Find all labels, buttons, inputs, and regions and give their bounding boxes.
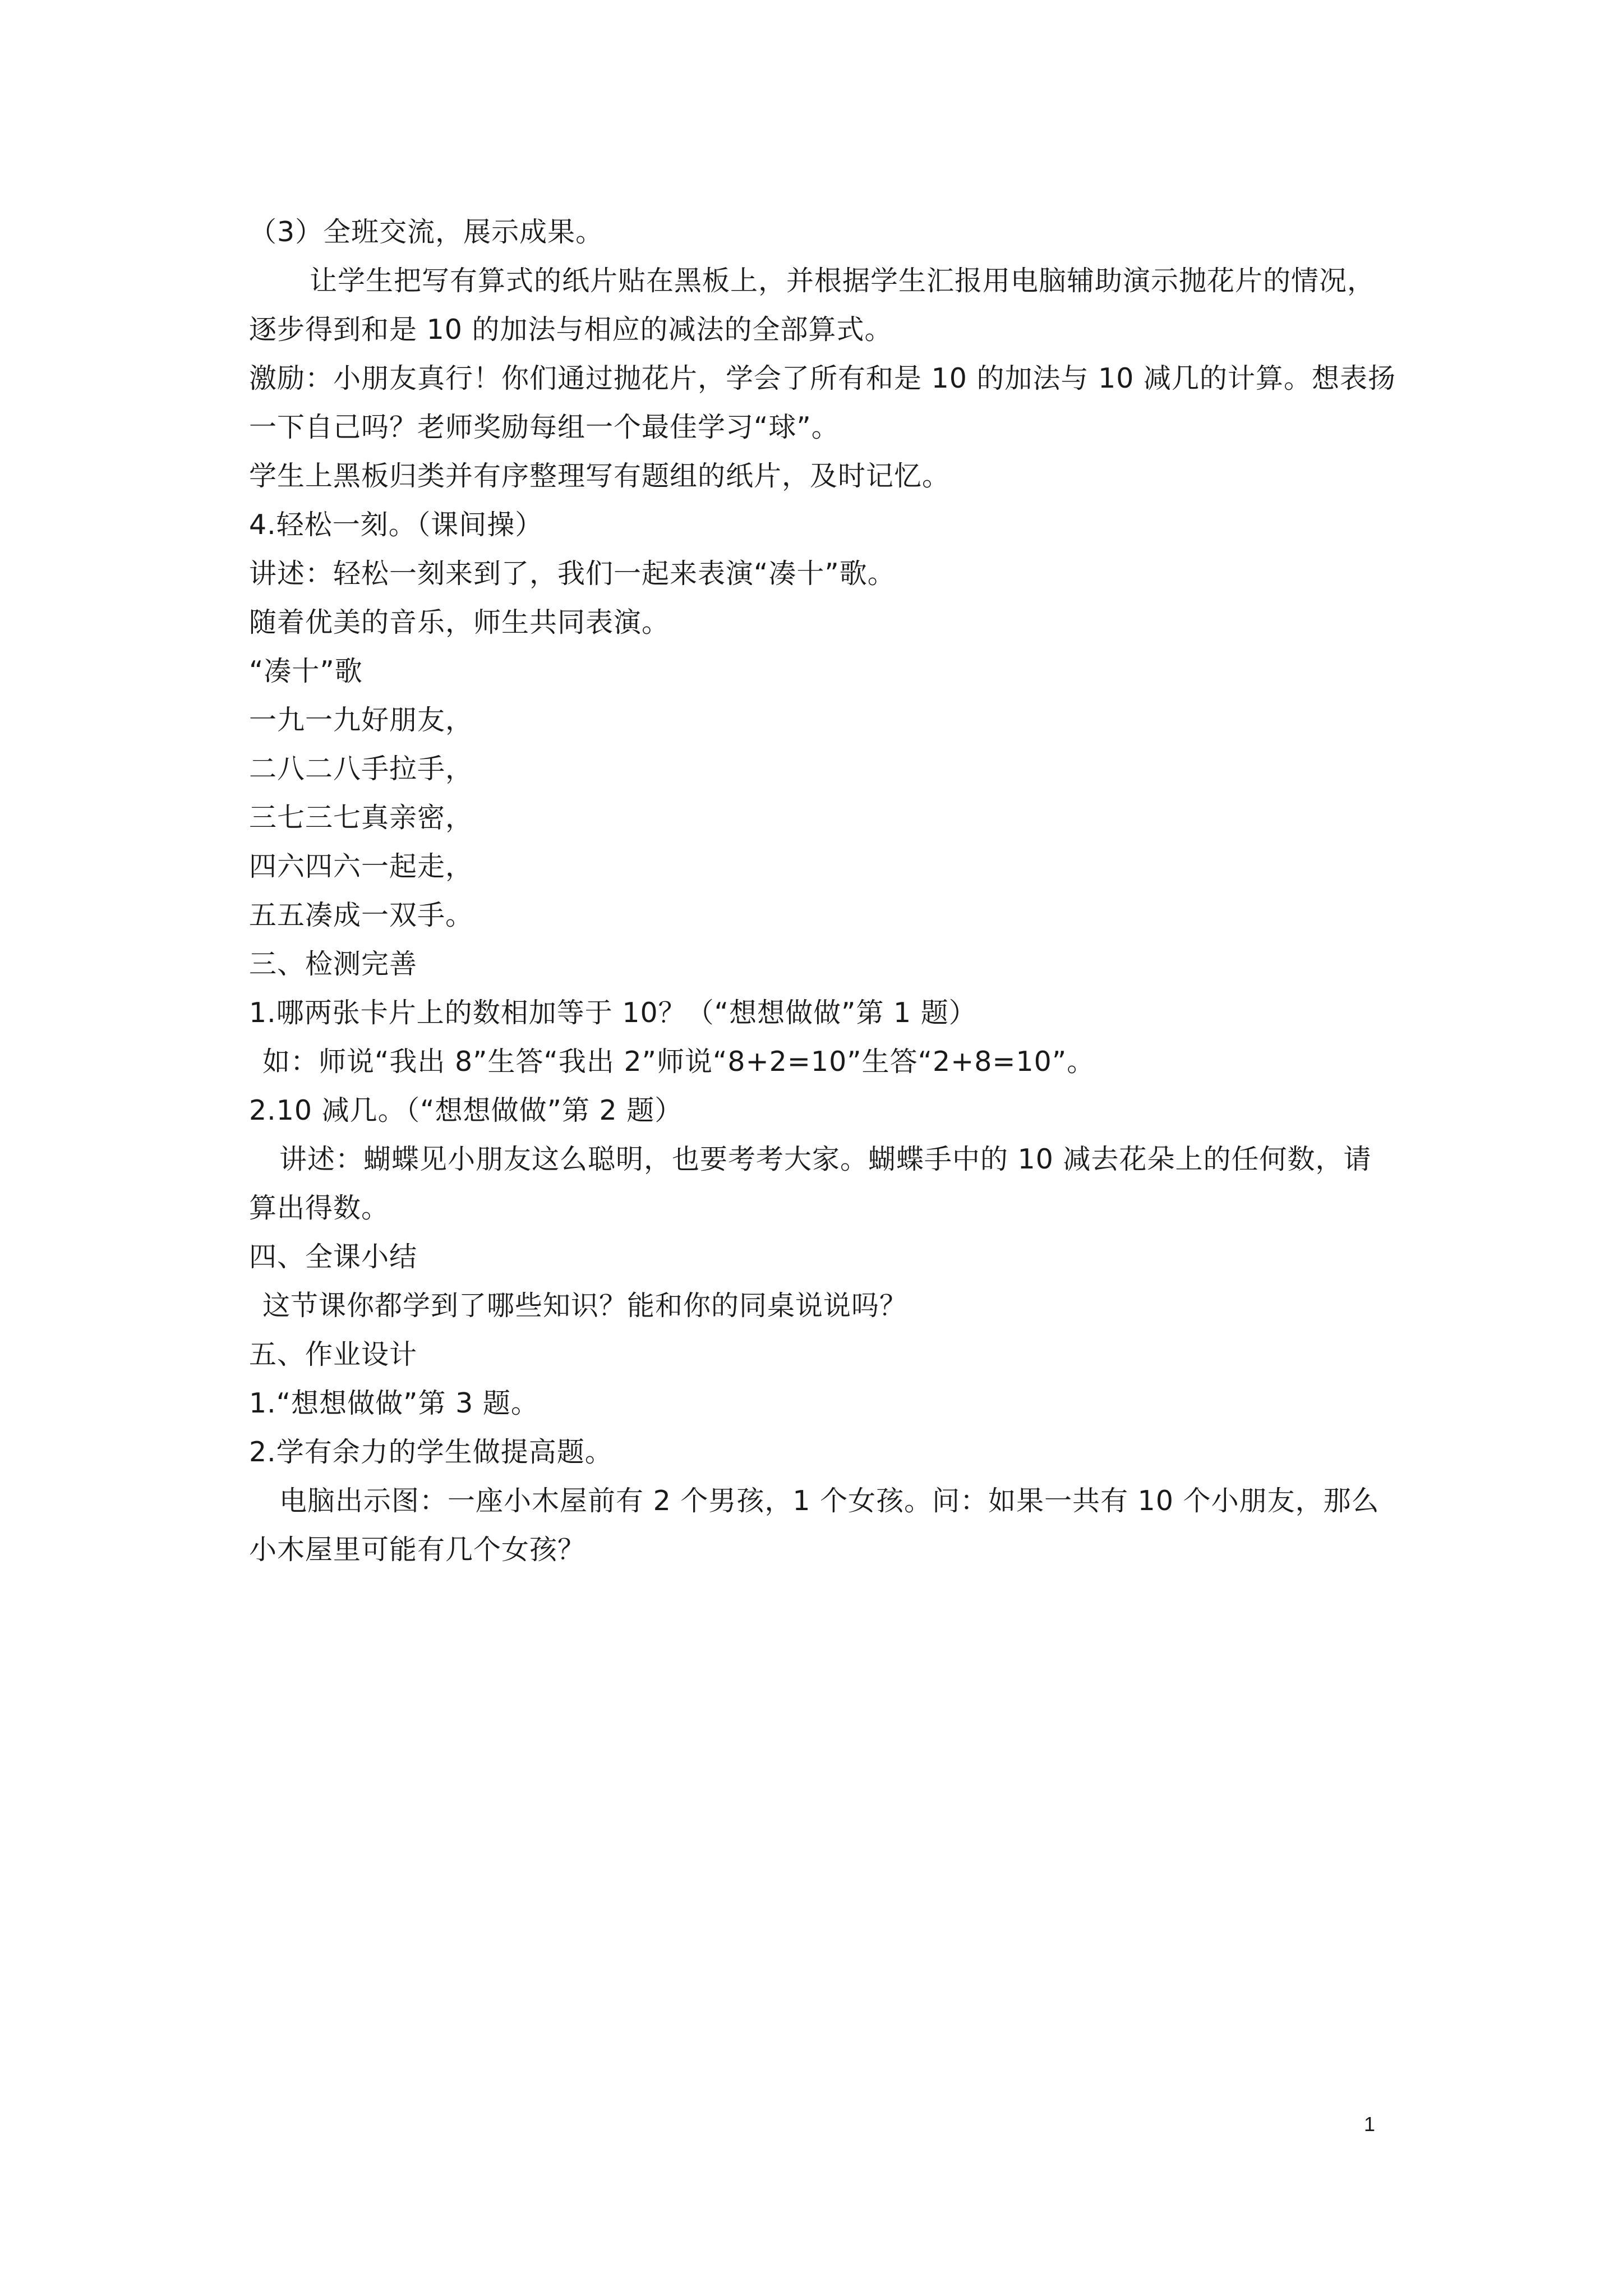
song-line: 四六四六一起走， bbox=[249, 850, 474, 882]
text-line: 一下自己吗？老师奖励每组一个最佳学习“球”。 bbox=[249, 411, 840, 443]
song-title: “凑十”歌 bbox=[249, 655, 363, 687]
text-line: 4.轻松一刻。（课间操） bbox=[249, 509, 543, 541]
page-number: 1 bbox=[1364, 2113, 1376, 2136]
song-line: 二八二八手拉手， bbox=[249, 753, 474, 785]
text-line: 激励：小朋友真行！你们通过抛花片，学会了所有和是 10 的加法与 10 减几的计算。想表扬 bbox=[249, 362, 1396, 394]
text-line: 如：师说“我出 8”生答“我出 2”师说“8+2=10”生答“2+8=10”。 bbox=[262, 1046, 1095, 1078]
text-line: 讲述：轻松一刻来到了，我们一起来表演“凑十”歌。 bbox=[249, 558, 896, 590]
section-heading: 三、检测完善 bbox=[249, 948, 418, 980]
text-line: 1.哪两张卡片上的数相加等于 10？（“想想做做”第 1 题） bbox=[249, 997, 977, 1029]
document-body bbox=[249, 208, 1399, 1574]
section-heading: 五、作业设计 bbox=[249, 1338, 418, 1370]
text-line: 这节课你都学到了哪些知识？能和你的同桌说说吗？ bbox=[262, 1290, 908, 1322]
song-line: 一九一九好朋友， bbox=[249, 704, 474, 736]
song-line: 三七三七真亲密， bbox=[249, 802, 474, 834]
text-line: 讲述：蝴蝶见小朋友这么聪明，也要考考大家。蝴蝶手中的 10 减去花朵上的任何数，请 bbox=[279, 1143, 1372, 1175]
section-heading: 四、全课小结 bbox=[249, 1241, 418, 1273]
text-line: 让学生把写有算式的纸片贴在黑板上，并根据学生汇报用电脑辅助演示抛花片的情况， bbox=[310, 265, 1376, 297]
song-line: 五五凑成一双手。 bbox=[249, 899, 474, 931]
text-line: 2.10 减几。（“想想做做”第 2 题） bbox=[249, 1094, 683, 1126]
text-line: 学生上黑板归类并有序整理写有题组的纸片，及时记忆。 bbox=[249, 460, 951, 492]
text-line: 逐步得到和是 10 的加法与相应的减法的全部算式。 bbox=[249, 314, 893, 346]
text-line: 随着优美的音乐，师生共同表演。 bbox=[249, 606, 670, 638]
text-line: 算出得数。 bbox=[249, 1192, 390, 1224]
text-line: 2.学有余力的学生做提高题。 bbox=[249, 1436, 613, 1468]
text-line: 电脑出示图：一座小木屋前有 2 个男孩，1 个女孩。问：如果一共有 10 个小朋友，那么 bbox=[279, 1485, 1380, 1517]
text-line: 小木屋里可能有几个女孩？ bbox=[249, 1534, 586, 1566]
text-line: （3）全班交流，展示成果。 bbox=[249, 216, 604, 248]
text-line: 1.“想想做做”第 3 题。 bbox=[249, 1387, 539, 1419]
